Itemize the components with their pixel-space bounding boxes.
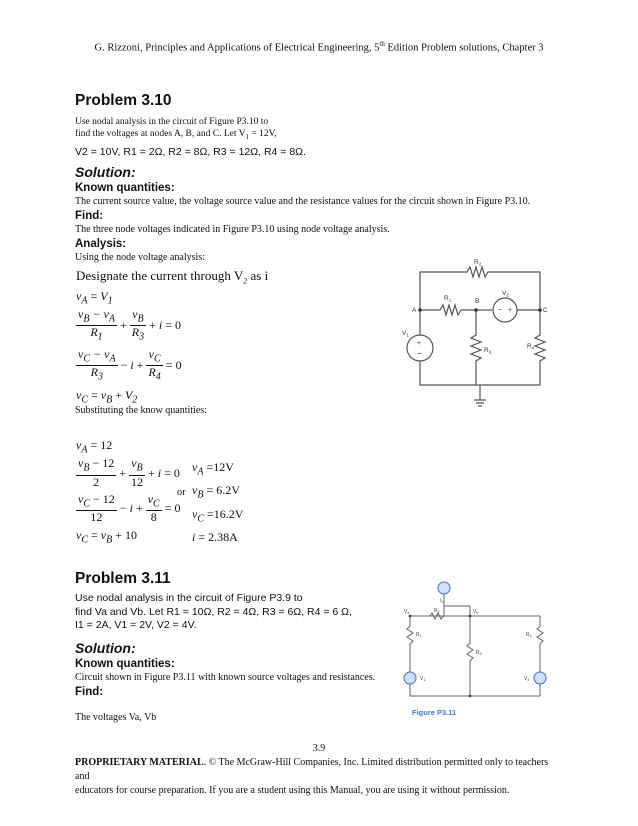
p310-substituted-equations <box>76 438 180 546</box>
label-vb: $V_b$ <box>473 609 479 615</box>
p311-line1: Use nodal analysis in the circuit of Figure P3.9 to <box>75 592 303 604</box>
label-r3: $R_3$ <box>484 347 492 355</box>
label-v1: $V_1$ <box>402 330 409 338</box>
eq-node-c-num: $\frac{v_C - 12}{12}$ − i + $\frac{v_C}{8}$ = 0 <box>78 491 181 525</box>
circuit-p3-11-diagram <box>400 578 552 718</box>
label-r4-311: $R_4$ <box>526 632 532 638</box>
p310-solution-heading: Solution: <box>75 164 136 180</box>
eq-node-b: $\frac{v_B - v_A}{R_1}$ + $\frac{v_B}{R_3}$ + i = 0 <box>78 306 182 343</box>
label-r3-311: $R_3$ <box>476 650 482 656</box>
label-r2: $R_2$ <box>474 259 482 267</box>
eq-node-b-num: $\frac{v_B - 12}{2}$ + $\frac{v_B}{12}$ + i = 0 <box>78 456 180 489</box>
label-b: B <box>475 298 480 305</box>
p311-known-text: Circuit shown in Figure P3.11 with known source voltages and resistances. <box>75 672 376 683</box>
result-vb: $v_B = 6.2V$ <box>192 483 240 501</box>
label-va: $V_a$ <box>404 609 410 615</box>
p311-solution-heading: Solution: <box>75 640 136 656</box>
footer-line1: PROPRIETARY MATERIAL. © The McGraw-Hill Companies, Inc. Limited distribution permitted only to teachers and <box>75 757 549 782</box>
p311-line3: I1 = 2A, V1 = 2V, V2 = 4V. <box>75 619 197 631</box>
p310-statement <box>75 116 277 143</box>
p310-statement-line1: Use nodal analysis in the circuit of Figure P3.10 to <box>75 117 269 127</box>
svg-text:+: + <box>417 340 422 347</box>
p310-equations <box>76 268 276 405</box>
p310-substituting-text: Substituting the know quantities: <box>75 405 207 416</box>
eq-node-c: $\frac{v_C - v_A}{R_3}$ − i + $\frac{v_C}{R_4}$ = 0 <box>78 346 182 383</box>
p310-results <box>192 458 243 546</box>
eq-vc-num: $v_C = v_B + 10$ <box>76 528 137 546</box>
result-vc: $v_C =16.2V$ <box>192 506 244 525</box>
header-sup: th <box>379 40 385 48</box>
svg-text:−: − <box>417 349 422 358</box>
eq-va: $v_A = V_1$ <box>76 288 113 306</box>
p310-statement-line2: find the voltages at nodes A, B, and C. Let $V_1 = 12V$, <box>75 129 277 141</box>
footer-copyright <box>75 756 565 798</box>
p311-line2: find Va and Vb. Let R1 = 10Ω, R2 = 4Ω, R3 = 6Ω, R4 = 6 Ω, <box>75 605 352 618</box>
p310-known-heading: Known quantities: <box>75 182 175 194</box>
svg-text:+: + <box>508 307 513 314</box>
p311-known-heading: Known quantities: <box>75 658 175 670</box>
circuit-p3-10-diagram <box>392 250 562 410</box>
label-v2: $V_2$ <box>502 290 509 298</box>
label-v1-311: $V_1$ <box>420 676 426 682</box>
eq-va-12: $v_A = 12$ <box>76 438 113 456</box>
p310-analysis-text: Using the node voltage analysis: <box>75 252 205 263</box>
header-text: G. Rizzoni, Principles and Applications of Electrical Engineering, 5 <box>94 42 380 54</box>
or-label: or <box>177 487 186 498</box>
p310-known-text: The current source value, the voltage source value and the resistance values for the circuit shown in Figure P3.10. <box>75 196 531 207</box>
p310-find-heading: Find: <box>75 210 104 222</box>
label-r4: $R_4$ <box>527 343 535 351</box>
p310-given-values: V2 = 10V, R1 = 2Ω, R2 = 8Ω, R3 = 12Ω, R4 = 8Ω. <box>75 146 306 158</box>
page-number: 3.9 <box>312 743 326 754</box>
p311-find-text: The voltages Va, Vb <box>75 712 157 723</box>
footer-line2: educators for course preparation. If you are a student using this Manual, you are using it without permission. <box>75 785 510 796</box>
figure-p3-11-caption: Figure P3.11 <box>412 708 457 717</box>
problem-3-10-title: Problem 3.10 <box>75 92 172 109</box>
label-c: C <box>543 307 548 314</box>
label-a: A <box>412 307 417 314</box>
result-i: i = 2.38A <box>192 530 238 545</box>
svg-text:−: − <box>498 307 503 314</box>
label-v2-311: $V_2$ <box>524 676 530 682</box>
label-r1-311: $R_1$ <box>416 632 422 638</box>
eq-vc: $v_C = v_B + V_2$ <box>76 387 138 405</box>
result-va: $v_A =12V$ <box>192 460 234 478</box>
p311-statement <box>75 592 352 633</box>
p311-find-heading: Find: <box>75 686 104 698</box>
problem-3-11-title: Problem 3.11 <box>75 570 171 587</box>
label-r1: $R_1$ <box>444 295 452 303</box>
p310-find-text: The three node voltages indicated in Figure P3.10 using node voltage analysis. <box>75 224 390 235</box>
header-text-end: Edition Problem solutions, Chapter 3 <box>384 42 544 54</box>
p310-analysis-heading: Analysis: <box>75 238 127 250</box>
label-r2-311: $R_2$ <box>434 608 440 614</box>
page-header <box>0 40 638 54</box>
label-i1: $I_1$ <box>440 598 444 604</box>
designate-line: Designate the current through $V_2$ as i <box>76 268 269 286</box>
